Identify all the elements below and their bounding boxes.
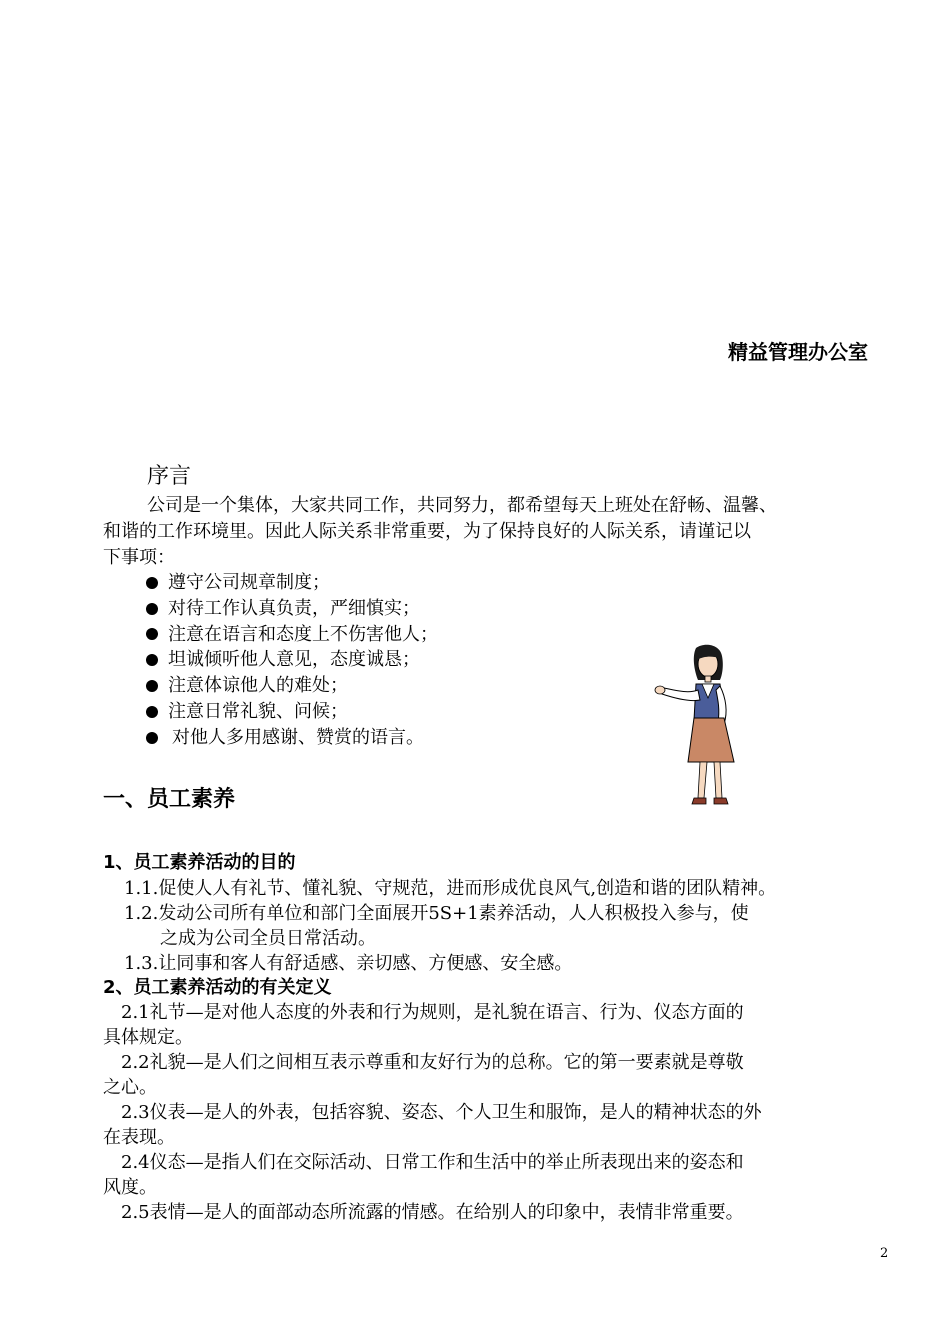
page-number: 2 xyxy=(880,1246,889,1261)
preface-intro-line-3: 下事项： xyxy=(103,547,175,568)
definition-line: 2.5表情—是人的面部动态所流露的情感。在给别人的印象中，表情非常重要。 xyxy=(121,1202,744,1223)
definition-line: 具体规定。 xyxy=(103,1027,193,1048)
bullet-text: 注意体谅他人的难处； xyxy=(168,675,348,697)
bullet-icon xyxy=(146,628,158,640)
list-item xyxy=(146,673,438,699)
list-item xyxy=(146,570,438,596)
list-item xyxy=(146,725,438,751)
preface-intro-line-1: 公司是一个集体，大家共同工作，共同努力，都希望每天上班处在舒畅、温馨、 xyxy=(147,495,777,516)
office-name: 精益管理办公室 xyxy=(728,340,868,364)
purpose-item-2: 1.2.发动公司所有单位和部门全面展开5S+1素养活动，人人积极投入参与，使 xyxy=(124,903,749,924)
bullet-icon xyxy=(146,680,158,692)
bullet-text: 坦诚倾听他人意见，态度诚恳； xyxy=(168,649,420,671)
bullet-text: 注意日常礼貌、问候； xyxy=(168,700,348,722)
bullet-text: 遵守公司规章制度； xyxy=(168,572,330,593)
bullet-text: 注意在语言和态度上不伤害他人； xyxy=(168,623,438,645)
preface-intro-line-2: 和谐的工作环境里。因此人际关系非常重要，为了保持良好的人际关系，请谨记以 xyxy=(103,521,751,542)
list-item xyxy=(146,647,438,673)
definition-line: 2.3仪表—是人的外表，包括容貌、姿态、个人卫生和服饰，是人的精神状态的外 xyxy=(121,1102,762,1123)
list-item xyxy=(146,596,438,622)
definition-line: 2.1礼节—是对他人态度的外表和行为规则，是礼貌在语言、行为、仪态方面的 xyxy=(121,1002,744,1023)
definition-line: 2.2礼貌—是人们之间相互表示尊重和友好行为的总称。它的第一要素就是尊敬 xyxy=(121,1052,744,1073)
purpose-item-2-cont: 之成为公司全员日常活动。 xyxy=(160,928,376,949)
preface-title: 序言 xyxy=(147,464,192,489)
list-item xyxy=(146,699,438,725)
definition-line: 风度。 xyxy=(103,1177,157,1198)
definition-line: 之心。 xyxy=(103,1077,157,1098)
purpose-item-1: 1.1.促使人人有礼节、懂礼貌、守规范，进而形成优良风气,创造和谐的团队精神。 xyxy=(124,878,777,899)
subsection-title: 1、员工素养活动的目的 xyxy=(103,852,296,873)
bullet-icon xyxy=(146,654,158,666)
bullet-icon xyxy=(146,577,158,589)
subsection-title: 2、员工素养活动的有关定义 xyxy=(103,977,332,998)
purpose-item-3: 1.3.让同事和客人有舒适感、亲切感、方便感、安全感。 xyxy=(124,953,573,974)
bullet-icon xyxy=(146,603,158,615)
bullet-text: 对他人多用感谢、赞赏的语言。 xyxy=(172,726,424,748)
preface-bullet-list xyxy=(146,570,438,751)
definition-line: 2.4仪态—是指人们在交际活动、日常工作和生活中的举止所表现出来的姿态和 xyxy=(121,1152,744,1173)
bullet-icon xyxy=(146,706,158,718)
list-item xyxy=(146,622,438,648)
bullet-icon xyxy=(146,732,158,744)
definition-line: 在表现。 xyxy=(103,1127,175,1148)
section-title: 一、员工素养 xyxy=(103,787,236,812)
bullet-text: 对待工作认真负责，严细慎实； xyxy=(168,597,420,619)
presenting-woman-icon xyxy=(650,640,750,815)
